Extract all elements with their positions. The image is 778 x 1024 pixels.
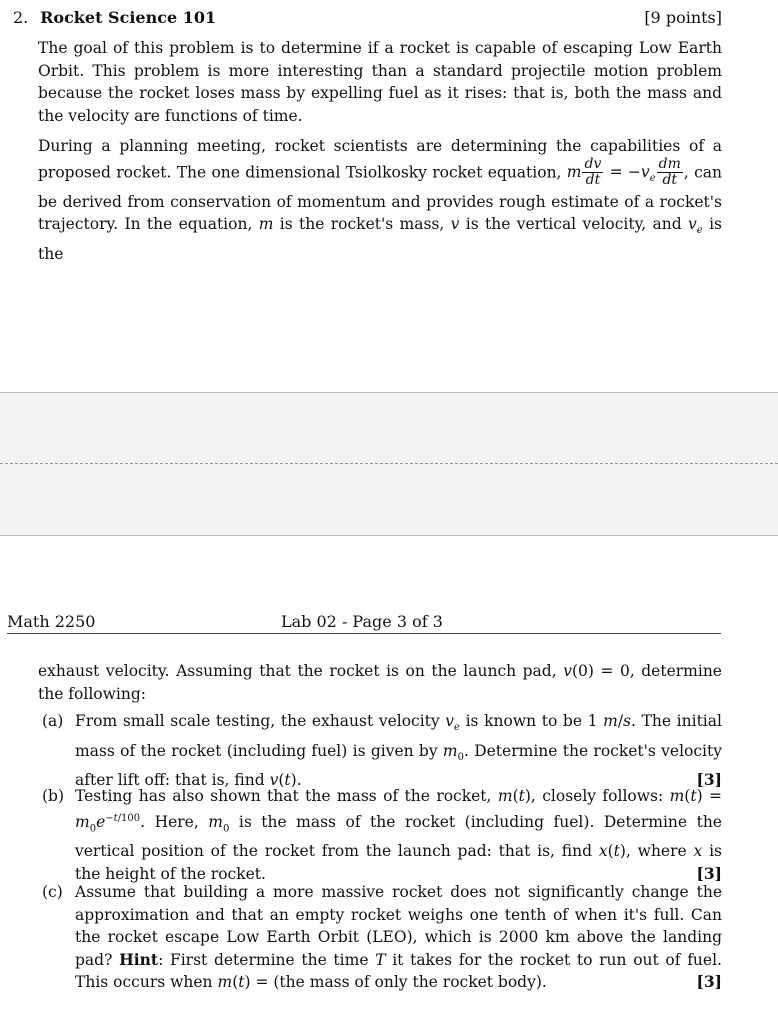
part-a-label: (a): [42, 712, 64, 730]
part-b-text: Testing has also shown that the mass of the rocket, m(t), closely follows: $m(t) = m_0e^{-t/100}$. Here, $m_0$ is the mass of the rocket (including fuel). Determine the vertical position of the rocket from the launch pad: that is, find x(t), where x is the height of the rocket.: [75, 787, 722, 883]
part-a: [42, 710, 722, 792]
continuation-paragraph: exhaust velocity. Assuming that the rocket is on the launch pad, v(0) = 0, determine the following:: [38, 662, 722, 703]
page-break-band: [0, 392, 778, 536]
part-c-text: Assume that building a more massive rocket does not significantly change the approximation and that an empty rocket weighs one tenth of when it's full. Can the rocket escape Low Earth Orbit (LEO), which is 2000 km above the landing pad? Hint: First determine the time T it takes for the rocket to run out of fuel. This occurs when m(t) = (the mass of only the rocket body).: [75, 883, 722, 991]
problem-points: [9 points]: [644, 8, 722, 27]
part-c-points: [3]: [696, 972, 722, 991]
course-name: Math 2250: [7, 612, 96, 631]
problem-heading: [13, 6, 722, 30]
intro-paragraph-1: The goal of this problem is to determine if a rocket is capable of escaping Low Earth Orbit. This problem is more interesting than a standard projectile motion problem because the rocket loses mass by expelling fuel as it rises: that is, both the mass and the velocity are functions of time.: [38, 39, 722, 125]
page-header: [7, 611, 721, 634]
problem-number: 2.: [13, 8, 29, 27]
page-break-dashed-line: [0, 463, 778, 464]
part-a-points: [3]: [696, 770, 722, 790]
part-c-label: (c): [42, 883, 63, 901]
part-b-points: [3]: [696, 863, 722, 883]
part-b: [42, 785, 722, 885]
rocket-equation: m $\frac{dv}{dt}$ = $-v_e$ $\frac{dm}{dt}$: [566, 155, 681, 188]
page-indicator: Lab 02 - Page 3 of 3: [281, 612, 443, 631]
part-a-text: From small scale testing, the exhaust velocity $v_e$ is known to be 1 m/s. The initial mass of the rocket (including fuel) is given by $m_0$. Determine the rocket's velocity after lift off: that is, find v(t).: [75, 712, 722, 790]
intro-paragraph-2: During a planning meeting, rocket scientists are determining the capabilities of a proposed rocket. The one dimensional Tsiolkosky rocket equation, m $\frac{dv}{dt}$ = $-v_e$ $\frac{dm}{dt}$ , can be derived from conservation of momentum and provides rough estimate of a rocket's trajectory. In the equation, m is the rocket's mass, v is the vertical velocity, and $v_e$ is the: [38, 137, 722, 263]
part-b-label: (b): [42, 787, 65, 805]
problem-title: Rocket Science 101: [40, 8, 217, 27]
hint-label: Hint: [119, 949, 159, 969]
part-c: [42, 881, 722, 994]
